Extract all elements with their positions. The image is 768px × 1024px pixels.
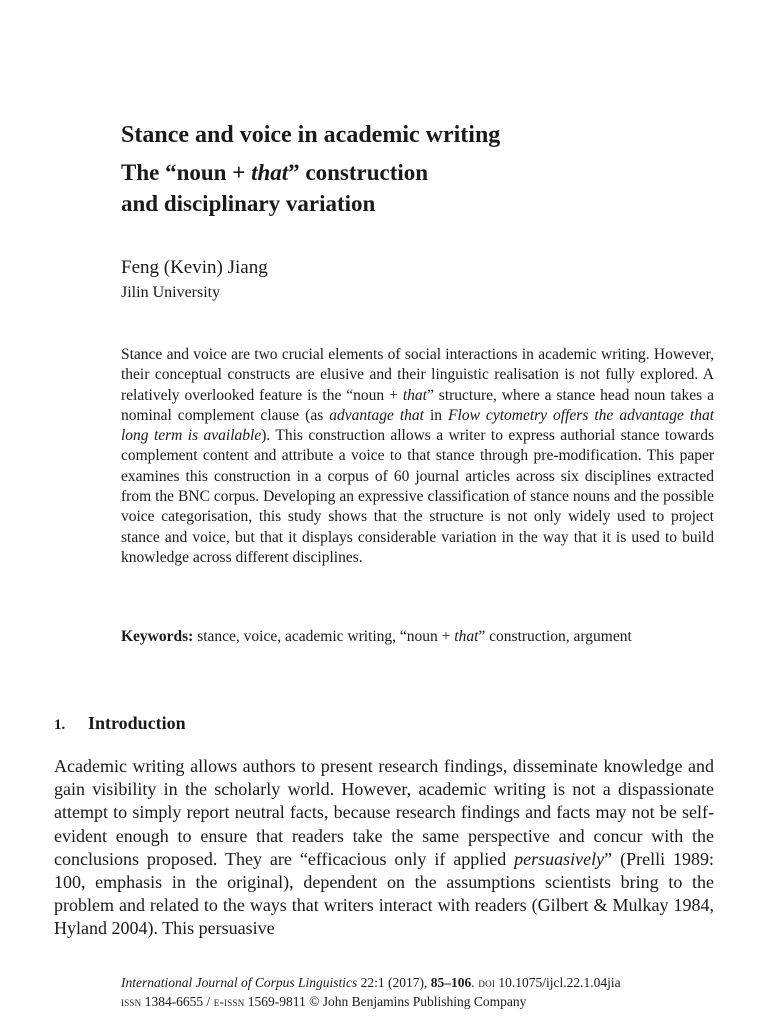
footer-doi-label: . doi — [471, 975, 496, 990]
keywords-text: stance, voice, academic writing, “noun + — [193, 628, 455, 645]
author-affiliation: Jilin University — [121, 284, 221, 301]
keywords-text: ” construction, argument — [478, 628, 632, 645]
abstract — [121, 345, 714, 568]
footer-eissn-label: e-issn — [213, 994, 245, 1009]
abstract-text: Stance and voice are two crucial elements of social interactions in academic writing. However, their conceptual constructs are elusive and their linguistic realisation is not fully explored. A relatively overlooked feature is the “noun + — [121, 346, 714, 404]
body-italic: persuasively — [514, 848, 605, 869]
footer-doi: 10.1075/ijcl.22.1.04jia — [495, 975, 621, 990]
body-paragraph — [54, 755, 714, 941]
subtitle-italic: that — [251, 160, 289, 185]
body-text: ” (Prelli 1989: 100, emphasis in the original), dependent on the assumptions scientists bring to the problem and related to the ways that writers interact with readers (Gilbert & Mulkay 1984, Hyland 2004). This persuasive — [54, 848, 715, 939]
abstract-text: ” structure, where a stance head noun takes a nominal complement clause (as — [121, 386, 714, 424]
footer-volume: 22:1 (2017), — [357, 975, 431, 990]
footer-journal: International Journal of Corpus Linguistics — [121, 975, 358, 990]
keywords-label: Keywords: — [121, 628, 194, 645]
footer-issn: 1384-6655 / — [141, 994, 214, 1009]
abstract-italic: Flow cytometry offers the advantage that long term is available — [121, 406, 715, 445]
paper-subtitle — [121, 157, 681, 219]
abstract-text: in — [423, 406, 449, 424]
page-footer — [121, 973, 721, 1011]
footer-issn-line — [121, 992, 721, 1011]
abstract-italic: advantage that — [329, 406, 424, 424]
footer-citation-line — [121, 973, 721, 992]
section-title: Introduction — [88, 713, 186, 733]
footer-issn-label: issn — [121, 994, 142, 1009]
section-number: 1. — [54, 717, 66, 733]
author-name: Feng (Kevin) Jiang — [121, 257, 268, 278]
subtitle-line-2: and disciplinary variation — [121, 191, 376, 216]
paper-title: Stance and voice in academic writing — [121, 122, 501, 148]
footer-eissn: 1569-9811 © John Benjamins Publishing Company — [244, 994, 527, 1009]
abstract-text: ). This construction allows a writer to express authorial stance towards complement content and attribute a voice to that stance through pre-modification. This paper examines this construction in a corpus of 60 journal articles across six disciplines extracted from the BNC corpus. Developing an expressive classification of stance nouns and the possible voice categorisation, this study shows that the structure is not only widely used to project stance and voice, but that it displays considerable variation in the way that it is used to build knowledge across different disciplines. — [121, 427, 714, 566]
section-heading — [54, 710, 186, 738]
keywords — [121, 627, 681, 647]
subtitle-text: ” construction — [288, 160, 429, 185]
body-text: Academic writing allows authors to present research findings, disseminate knowledge and gain visibility in the scholarly world. However, academic writing is not a dispassionate attempt to simply report neutral facts, because research findings and facts may not be self-evident enough to ensure that readers take the same perspective and concur with the conclusions proposed. They are “efficacious only if applied — [54, 756, 714, 869]
abstract-italic: that — [402, 386, 427, 404]
footer-pages: 85–106 — [430, 975, 472, 990]
keywords-italic: that — [454, 628, 479, 645]
subtitle-text: The “noun + — [121, 160, 252, 185]
